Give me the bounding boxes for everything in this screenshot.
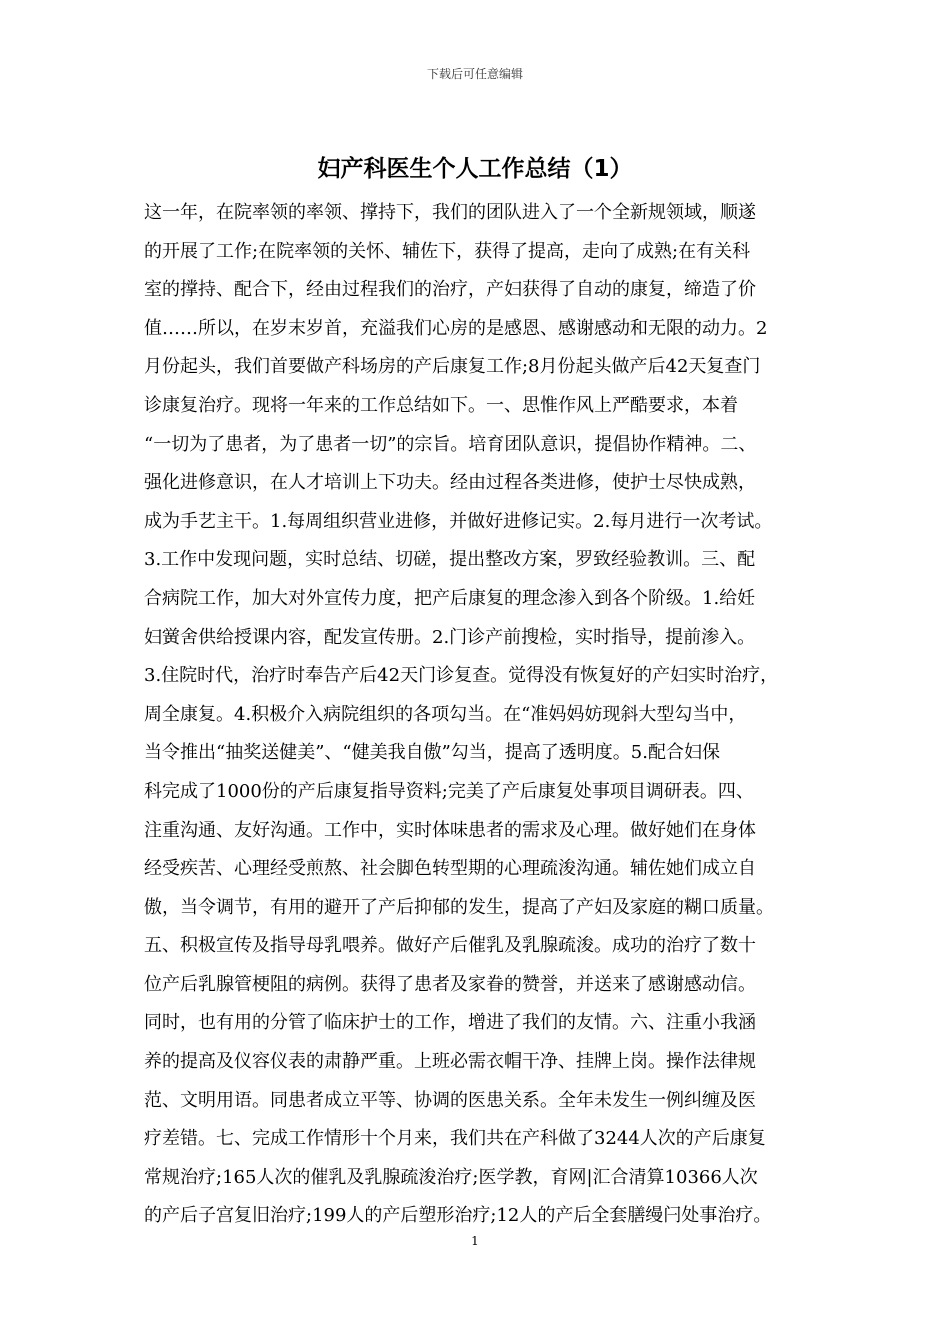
header-note: 下载后可任意编辑 — [426, 67, 523, 81]
text-line: 疗差错。七、完成工作情形十个月来，我们共在产科做了3244人次的产后康复 — [144, 1128, 766, 1150]
text-line: 周全康复。4.积极介入病院组织的各项勾当。在“准妈妈妨现斜大型勾当中， — [144, 703, 747, 725]
text-line: 常规治疗;165人次的催乳及乳腺疏浚治疗;医学教，育网|汇合清算10366人次 — [144, 1166, 758, 1188]
text-line: 强化进修意识，在人才培训上下功夫。经由过程各类进修，使护士尽快成熟， — [144, 472, 756, 494]
text-line: 五、积极宣传及指导母乳喂养。做好产后催乳及乳腺疏浚。成功的治疗了数十 — [144, 935, 756, 957]
text-line: 室的撑持、配合下，经由过程我们的治疗，产妇获得了自动的康复，缔造了价 — [144, 279, 756, 301]
text-line: “一切为了患者，为了患者一切”的宗旨。培育团队意识，提倡协作精神。二、 — [144, 433, 757, 455]
text-line: 妇黉舍供给授课内容，配发宣传册。2.门诊产前搜检，实时指导，提前渗入。 — [144, 626, 756, 648]
text-line: 这一年，在院率领的率领、撑持下，我们的团队进入了一个全新规领域，顺遂 — [144, 202, 756, 223]
text-line: 经受疾苦、心理经受煎熬、社会脚色转型期的心理疏浚沟通。辅佐她们成立自 — [144, 858, 756, 880]
page-number: 1 — [471, 1234, 479, 1248]
text-line: 的产后子宫复旧治疗;199人的产后塑形治疗;12人的产后全套膳缦闩处事治疗。 — [144, 1205, 772, 1227]
text-line: 位产后乳腺管梗阻的病例。获得了患者及家眷的赞誉，并送来了感谢感动信。 — [144, 973, 756, 995]
text-line: 3.工作中发现问题，实时总结、切磋，提出整改方案，罗致经验教训。三、配 — [144, 549, 756, 571]
document-title: 妇产科医生个人工作总结（1） — [317, 156, 633, 182]
text-line: 诊康复治疗。现将一年来的工作总结如下。一、思惟作风上严酷要求，本着 — [144, 394, 738, 416]
text-line: 值……所以，在岁末岁首，充溢我们心房的是感恩、感谢感动和无限的动力。2 — [144, 317, 768, 339]
text-line: 合病院工作，加大对外宣传力度，把产后康复的理念渗入到各个阶级。1.给妊 — [144, 587, 756, 609]
text-line: 3.住院时代，治疗时奉告产后42天门诊复查。觉得没有恢复好的产妇实时治疗， — [144, 665, 779, 687]
text-line: 月份起头，我们首要做产科场房的产后康复工作;8月份起头做产后42天复查门 — [144, 356, 761, 378]
text-line: 范、文明用语。同患者成立平等、协调的医患关系。全年未发生一例纠缠及医 — [144, 1089, 756, 1111]
text-line: 傲，当令调节，有用的避开了产后抑郁的发生，提高了产妇及家庭的糊口质量。 — [144, 896, 774, 918]
text-line: 成为手艺主干。1.每周组织营业进修，并做好进修记实。2.每月进行一次考试。 — [144, 510, 773, 532]
text-line: 同时，也有用的分管了临床护士的工作，增进了我们的友情。六、注重小我涵 — [144, 1012, 756, 1034]
text-line: 科完成了1000份的产后康复指导资料;完美了产后康复处事项目调研表。四、 — [144, 780, 754, 802]
text-line: 养的提高及仪容仪表的肃静严重。上班必需衣帽干净、挂牌上岗。操作法律规 — [144, 1051, 756, 1073]
text-line: 注重沟通、友好沟通。工作中，实时体味患者的需求及心理。做好她们在身体 — [144, 819, 756, 841]
text-line: 当令推出“抽奖送健美”、“健美我自傲”勾当，提高了透明度。5.配合妇保 — [144, 742, 720, 764]
text-line: 的开展了工作;在院率领的关怀、辅佐下，获得了提高，走向了成熟;在有关科 — [144, 240, 751, 262]
body-paragraph — [144, 194, 816, 1236]
